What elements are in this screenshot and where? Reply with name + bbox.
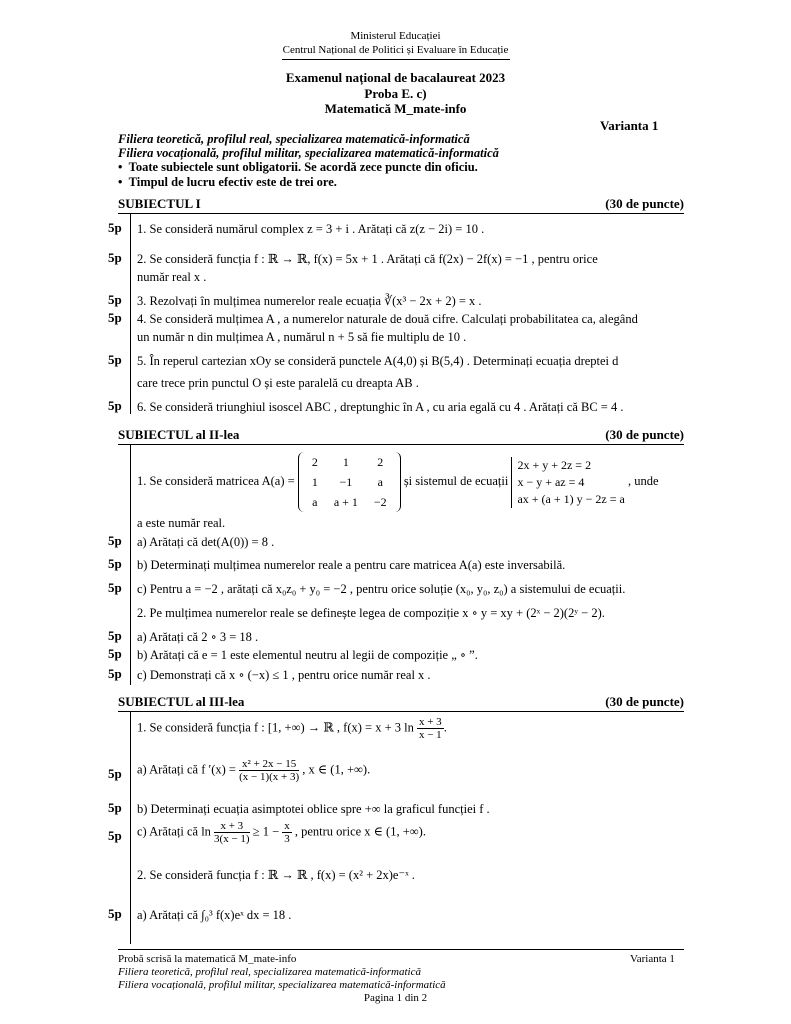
rule: [118, 444, 684, 445]
matrix-A: 2 1 2 1 −1 a a a + 1 −2: [298, 452, 401, 512]
s2-q1-end: a este număr real.: [137, 516, 226, 530]
s3-q2a: a) Arătați că ∫₀³ f(x)eˣ dx = 18 .: [137, 908, 292, 922]
s1-q1: 1. Se consideră numărul complex z = 3 + i . Arătați că z(z − 2i) = 10 .: [137, 222, 485, 236]
score: 5p: [108, 580, 122, 595]
bullet-2: • Timpul de lucru efectiv este de trei ore.: [118, 175, 337, 189]
s2-q2b: b) Arătați că e = 1 este elementul neutru al legii de compoziție „ ∘ ”.: [137, 648, 478, 662]
score: 5p: [108, 352, 122, 367]
s2-q2: 2. Pe mulțimea numerelor reale se definește legea de compoziție x ∘ y = xy + (2ˣ − 2)(2ʸ − 2).: [137, 606, 605, 620]
score-divider: [130, 712, 131, 944]
score: 5p: [108, 310, 122, 325]
s1-q2: 2. Se consideră funcția f : ℝ → ℝ, f(x) = 5x + 1 . Arătați că f(2x) − 2f(x) = −1 , pentru orice număr real x .: [137, 252, 598, 284]
score: 5p: [108, 628, 122, 643]
equation-system: 2x + y + 2z = 2 x − y + az = 4 ax + (a + 1) y − 2z = a: [511, 457, 624, 508]
section-2-header: SUBIECTUL al II-lea (30 de puncte): [118, 427, 684, 442]
s3-q1: 1. Se consideră funcția f : [1, +∞) → ℝ , f(x) = x + 3 ln $\frac{x + 3}{x - 1}$ .: [137, 716, 447, 741]
s3-q2: 2. Se consideră funcția f : ℝ → ℝ , f(x) = (x² + 2x)e⁻ˣ .: [137, 868, 415, 882]
footer-left-2: Filiera teoretică, profilul real, specializarea matematică-informatică: [118, 966, 421, 978]
s2-q1: 1. Se consideră matricea A(a) = 2 1 2 1 −1 a a a + 1 −2 și sistemul de ecuații 2x + y + 2z = 2 x − y + az = 4 ax + (a + 1) y − 2z = a , unde: [137, 452, 687, 512]
rule: [118, 711, 684, 712]
rule: [118, 213, 684, 214]
header-rule: [282, 59, 510, 60]
page-number: Pagina 1 din 2: [363, 992, 428, 1004]
score: 5p: [108, 556, 122, 571]
score: 5p: [108, 292, 122, 307]
s2-q1a: a) Arătați că det(A(0)) = 8 .: [137, 535, 275, 549]
score: 5p: [108, 220, 122, 235]
filiera-1: Filiera teoretică, profilul real, specializarea matematică-informatică: [118, 132, 470, 146]
score-divider: [130, 445, 131, 685]
s1-q5: 5. În reperul cartezian xOy se consideră punctele A(4,0) și B(5,4) . Determinați ecuația dreptei d care trece prin punctul O și este paralelă cu dreapta AB .: [137, 354, 619, 390]
s2-q1b: b) Determinați mulțimea numerelor reale a pentru care matricea A(a) este inversabilă.: [137, 558, 566, 572]
score-divider: [130, 214, 131, 414]
bullet-1: • Toate subiectele sunt obligatorii. Se acordă zece puncte din oficiu.: [118, 160, 478, 174]
footer-left-3: Filiera vocațională, profilul militar, specializarea matematică-informatică: [118, 979, 446, 991]
score: 5p: [108, 646, 122, 661]
exam-proba: Proba E. c): [364, 86, 427, 101]
s3-q1a: a) Arătați că f ′(x) = $\frac{\text{x² + 2x − 15}}{(x - 1)(x + 3)}$ , x ∈ (1, +∞).: [137, 758, 371, 783]
variant-label: Varianta 1: [600, 118, 659, 133]
s2-q1c: c) Pentru a = −2 , arătați că x₀z₀ + y₀ = −2 , pentru orice soluție (x₀, y₀, z₀) a sistemului de ecuații.: [137, 582, 626, 596]
score: 5p: [108, 828, 122, 843]
exam-subject: Matematică M_mate-info: [324, 101, 467, 116]
footer-rule: [118, 949, 684, 950]
center-header: Centrul Național de Politici și Evaluare în Educație: [282, 44, 509, 56]
score: 5p: [108, 766, 122, 781]
exam-title: Examenul național de bacalaureat 2023: [285, 70, 506, 85]
section-3-header: SUBIECTUL al III-lea (30 de puncte): [118, 694, 684, 709]
s2-q2c: c) Demonstrați că x ∘ (−x) ≤ 1 , pentru orice număr real x .: [137, 668, 431, 682]
s2-q2a: a) Arătați că 2 ∘ 3 = 18 .: [137, 630, 259, 644]
footer-variant: Varianta 1: [630, 953, 675, 965]
score: 5p: [108, 398, 122, 413]
score: 5p: [108, 250, 122, 265]
filiera-2: Filiera vocațională, profilul militar, specializarea matematică-informatică: [118, 146, 499, 160]
score: 5p: [108, 533, 122, 548]
footer-left-1: Probă scrisă la matematică M_mate-info: [118, 953, 297, 965]
score: 5p: [108, 666, 122, 681]
s1-q4: 4. Se consideră mulțimea A , a numerelor naturale de două cifre. Calculați probabilitatea ca, alegând un număr n din mulțimea A , numărul n + 5 să fie multiplu de 10 .: [137, 312, 638, 344]
section-1-header: SUBIECTUL I (30 de puncte): [118, 196, 684, 211]
s3-q1b: b) Determinați ecuația asimptotei oblice spre +∞ la graficul funcției f .: [137, 802, 490, 816]
s3-q1c: c) Arătați că ln $\frac{x + 3}{3(x - 1)}$ ≥ 1 − $\frac{x}{3}$ , pentru orice x ∈ (1, +∞).: [137, 820, 426, 845]
s1-q6: 6. Se consideră triunghiul isoscel ABC , dreptunghic în A , cu aria egală cu 4 . Arătați că BC = 4 .: [137, 400, 624, 414]
score: 5p: [108, 906, 122, 921]
ministry-header: Ministerul Educației: [350, 30, 441, 42]
s1-q3: 3. Rezolvați în mulțimea numerelor reale ecuația ∛(x³ − 2x + 2) = x .: [137, 294, 482, 308]
score: 5p: [108, 800, 122, 815]
